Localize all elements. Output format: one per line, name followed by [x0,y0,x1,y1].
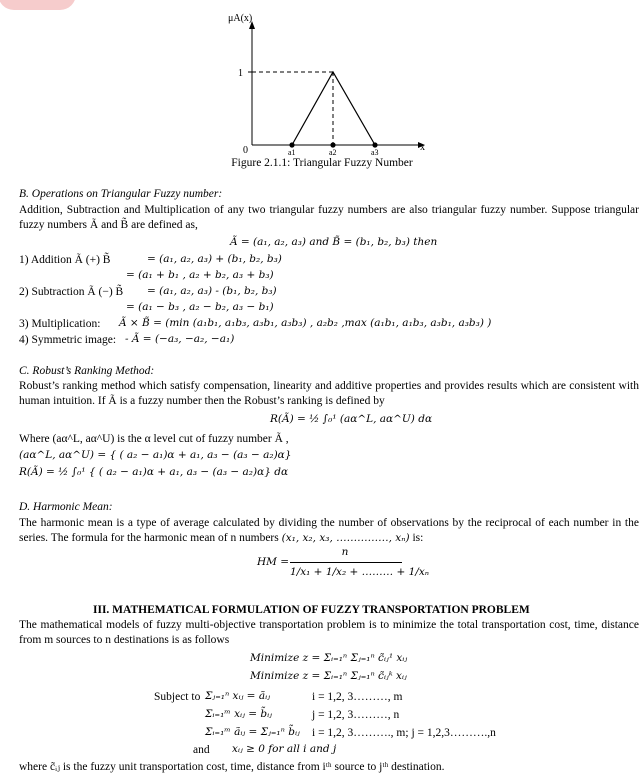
section-b-heading: B. Operations on Triangular Fuzzy number: [19,188,223,200]
hm-fraction-bar [290,562,402,563]
minimize-eq-1: Minimize z = Σᵢ₌₁ⁿ Σⱼ₌₁ⁿ c̃ᵢⱼ¹ xᵢⱼ [250,652,408,664]
triangular-fuzzy-figure [0,0,644,175]
multiplication-label: 3) Multiplication: [19,318,101,330]
section-d-paragraph [19,516,639,547]
section-c-heading: C. Robust’s Ranking Method: [19,365,155,377]
origin-label: 0 [243,145,248,156]
tick-a2-label: a2 [329,148,337,157]
minimize-eq-2: Minimize z = Σᵢ₌₁ⁿ Σⱼ₌₁ⁿ c̃ᵢⱼᵏ xᵢⱼ [250,670,407,682]
section-b-paragraph: Addition, Subtraction and Multiplication of any two triangular fuzzy numbers are also triangular fuzzy number. Suppose triangular fuzzy numbers Ã and B̃ are defined as, [19,204,639,232]
addition-eq-2: = (a₁ + b₁ , a₂ + b₂, a₃ + b₃) [126,269,274,281]
harmonic-para-text: The harmonic mean is a type of average calculated by dividing the number of observations by the reciprocal of each number in the series. The formula for the harmonic mean of n numbers [19,517,639,545]
y-axis-label: μA(x) [228,13,253,24]
harmonic-para-tail: is: [409,532,424,545]
section-c-paragraph: Robust’s ranking method which satisfy compensation, linearity and additive properties and provides results which are consistent with human intuition. If Ã is a fuzzy number then the Robust’s ranking is defined by [19,380,639,408]
figure-caption: Figure 2.1.1: Triangular Fuzzy Number [231,157,413,169]
ranking-integral-eq: R(Ã) = ½ ∫₀¹ { ( a₂ − a₁)α + a₁, a₃ − (a₃ − a₂)α} dα [19,466,289,478]
fuzzy-definition-eq: Ã = (a₁, a₂, a₃) and B̃ = (b₁, b₂, b₃) then [230,236,438,248]
robust-ranking-eq: R(Ã) = ½ ∫₀¹ (aα^L, aα^U) dα [270,413,433,425]
cost-definition-text: where c̃ᵢⱼ is the fuzzy unit transportation cost, time, distance from iᵗʰ source to jᵗʰ destination. [19,761,445,773]
section-iii-heading: III. MATHEMATICAL FORMULATION OF FUZZY TRANSPORTATION PROBLEM [93,604,530,616]
tick-a3-label: a3 [371,148,379,157]
addition-eq-1: = (a₁, a₂, a₃) + (b₁, b₂, b₃) [147,253,282,265]
symmetric-eq: - Ã = (−a₃, −a₂, −a₁) [125,333,235,345]
hm-denominator: 1/x₁ + 1/x₂ + ……… + 1/xₙ [290,566,430,578]
tick-one-label: 1 [238,68,243,79]
multiplication-eq: Ã × B̃ = (min (a₁b₁, a₁b₃, a₃b₁, a₃b₃) , a₂b₂ ,max (a₁b₁, a₁b₃, a₃b₁, a₃b₃) ) [119,317,492,329]
a2-point [330,142,335,147]
nonnegativity-constraint: xᵢⱼ ≥ 0 for all i and j [232,743,337,755]
constraint-1: Σⱼ₌₁ⁿ xᵢⱼ = ãᵢⱼ [205,690,270,702]
constraint-3: Σᵢ₌₁ᵐ ãᵢⱼ = Σⱼ₌₁ⁿ b̃ᵢⱼ [205,726,300,738]
subject-to-label: Subject to [154,691,201,703]
symmetric-label: 4) Symmetric image: [19,334,117,346]
sequence-eq: (x₁, x₂, x₃, ……………, xₙ) [281,532,410,545]
section-iii-paragraph: The mathematical models of fuzzy multi-objective transportation problem is to minimize the total transportation cost, time, distance from m sources to n destinations is as follows [19,619,639,647]
a1-point [289,142,294,147]
tick-a1-label: a1 [288,148,296,157]
addition-label: 1) Addition Ã (+) B̃ [19,254,111,266]
hm-label: HM = [257,556,290,568]
constraint-1-range: i = 1,2, 3………, m [312,691,403,703]
subtraction-eq-2: = (a₁ − b₃ , a₂ − b₂, a₃ − b₁) [126,301,274,313]
hm-numerator: n [341,546,349,558]
alpha-cut-text: Where (aα^L, aα^U) is the α level cut of fuzzy number Ã , [19,433,289,445]
section-d-heading: D. Harmonic Mean: [19,501,113,513]
x-axis-label: x [420,142,425,153]
constraint-3-range: i = 1,2, 3………., m; j = 1,2,3……….,n [312,727,496,739]
constraint-2: Σᵢ₌₁ᵐ xᵢⱼ = b̃ᵢⱼ [205,708,272,720]
a3-point [372,142,377,147]
subtraction-eq-1: = (a₁, a₂, a₃) - (b₁, b₂, b₃) [147,285,277,297]
alpha-cut-eq: (aα^L, aα^U) = { ( a₂ − a₁)α + a₁, a₃ − (a₃ − a₂)α} [19,449,292,461]
subtraction-label: 2) Subtraction Ã (−) B̃ [19,286,124,298]
and-label: and [193,744,210,756]
constraint-2-range: j = 1,2, 3………, n [312,709,400,721]
